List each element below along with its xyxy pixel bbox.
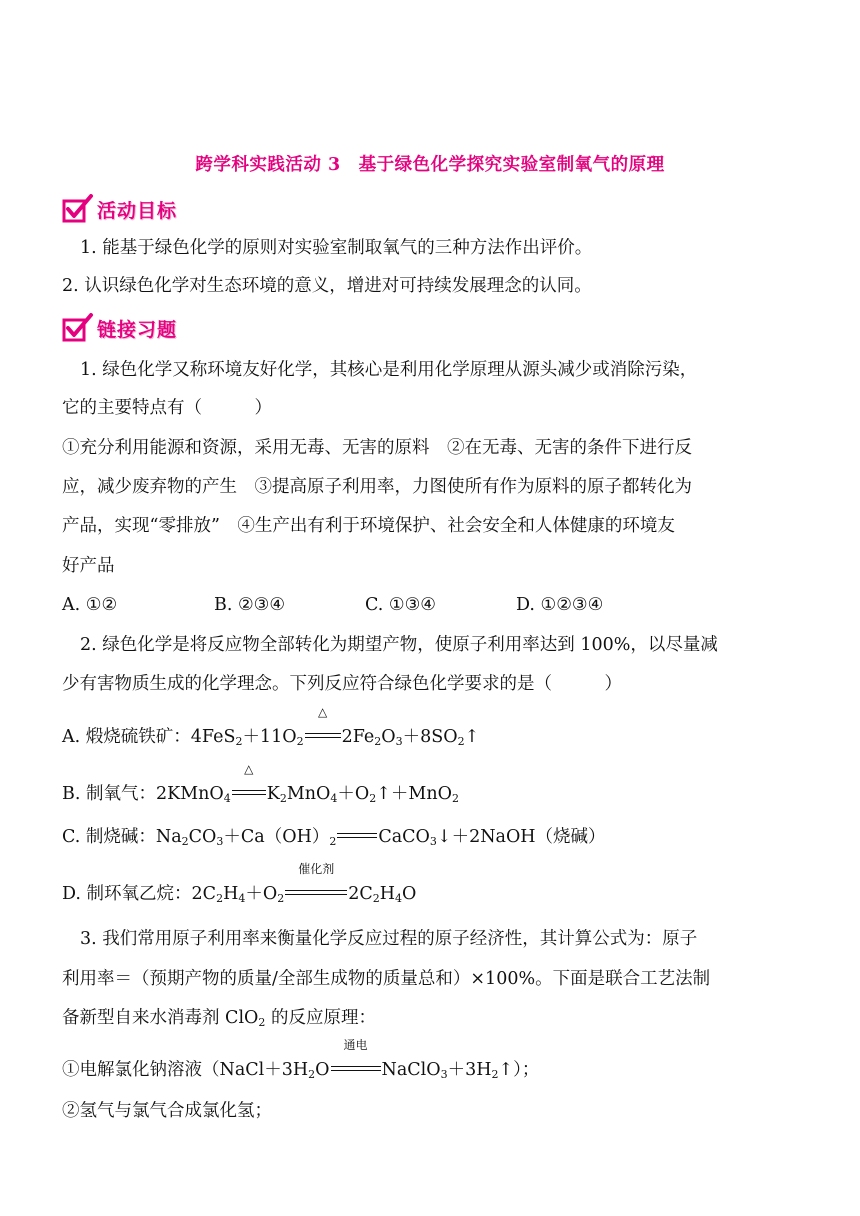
reactants: $Na_2CO_3+Ca(OH)_2$ (155, 827, 337, 848)
q1-line-3: ①充分利用能源和资源，采用无毒、无害的原料 ②在无毒、无害的条件下进行反 (62, 438, 692, 458)
q1-options (62, 593, 662, 617)
reactants: $4FeS_2+11O_2$ (190, 727, 304, 748)
q1-line-5: 产品，实现“零排放” ④生产出有利于环境保护、社会安全和人体健康的环境友 (62, 516, 675, 536)
goal-item-1: 1. 能基于绿色化学的原则对实验室制取氧气的三种方法作出评价。 (80, 238, 593, 258)
q1-line-2: 它的主要特点有（ ） (62, 398, 272, 418)
q1-option-b[interactable]: B. ②③④ (214, 595, 286, 615)
q2-line-1: 2. 绿色化学是将反应物全部转化为期望产物，使原子利用率达到 100%，以尽量减 (80, 635, 718, 655)
reaction-condition (285, 862, 347, 906)
reaction-condition (331, 1038, 381, 1082)
q3-step-2: ②氢气与氯气合成氯化氢； (62, 1101, 272, 1121)
q3-step-1 (62, 1038, 540, 1082)
exercise-section-heading (62, 313, 177, 343)
goal-heading-label: 活动目标 (97, 199, 178, 222)
q1-line-6: 好产品 (62, 556, 115, 576)
q2-line-2: 少有害物质生成的化学理念。下列反应符合绿色化学要求的是（ ） (62, 674, 622, 694)
q2-option-b[interactable] (62, 762, 459, 806)
products: $NaClO_3+3H_2↑$）； (381, 1060, 540, 1081)
q2-option-a[interactable] (62, 705, 480, 749)
condition-label: 通电 (343, 1038, 368, 1052)
reactants: $NaCl+3H_2O$ (219, 1060, 330, 1081)
condition-label: △ (244, 762, 254, 776)
condition-label: △ (317, 705, 328, 719)
q3-line-2: 利用率＝（预期产物的质量/全部生成物的质量总和）×100%。下面是联合工艺法制 (62, 969, 711, 989)
q2-option-d[interactable] (62, 862, 417, 906)
checkbox-icon (62, 313, 94, 343)
exercise-heading-label: 链接习题 (97, 318, 178, 341)
reactants: 2KMnO$_4$ (156, 784, 231, 805)
q3-line-1: 3. 我们常用原子利用率来衡量化学反应过程的原子经济性，其计算公式为：原子 (80, 929, 698, 949)
option-label: B. 制氧气： (62, 784, 156, 804)
reaction-equals (337, 825, 377, 849)
page-title: 跨学科实践活动 3 基于绿色化学探究实验室制氧气的原理 (195, 155, 665, 175)
q3-line-3: 备新型自来水消毒剂 ClO$_2$ 的反应原理： (62, 1008, 376, 1029)
reaction-condition (232, 762, 266, 806)
step-label: ①电解氯化钠溶液（ (62, 1060, 220, 1080)
goal-section-heading (62, 194, 177, 224)
products: $K_2MnO_4+O_2↑+MnO_2$ (266, 784, 459, 805)
reactants: $2C_2H_4+O_2$ (191, 884, 285, 905)
q1-option-d[interactable]: D. ①②③④ (516, 595, 604, 615)
q1-line-4: 应，减少废弃物的产生 ③提高原子利用率，力图使所有作为原料的原子都转化为 (62, 477, 692, 497)
checkbox-icon (62, 194, 94, 224)
option-label: A. 煅烧硫铁矿： (62, 727, 191, 747)
option-label: C. 制烧碱： (62, 827, 156, 847)
q1-option-c[interactable]: C. ①③④ (365, 595, 436, 615)
option-label: D. 制环氧乙烷： (62, 884, 192, 904)
q1-line-1: 1. 绿色化学又称环境友好化学，其核心是利用化学原理从源头减少或消除污染， (80, 360, 698, 380)
products: $2Fe_2O_3+8SO_2↑$ (341, 727, 480, 748)
reaction-condition (305, 705, 341, 749)
q1-option-a[interactable]: A. ①② (62, 595, 118, 615)
condition-label: 催化剂 (298, 862, 335, 876)
goal-item-2: 2. 认识绿色化学对生态环境的意义，增进对可持续发展理念的认同。 (62, 276, 592, 296)
products: $2C_2H_4O$ (348, 884, 417, 905)
q2-option-c[interactable] (62, 825, 606, 849)
products: CaCO$_3$↓＋2NaOH（烧碱） (378, 827, 606, 848)
